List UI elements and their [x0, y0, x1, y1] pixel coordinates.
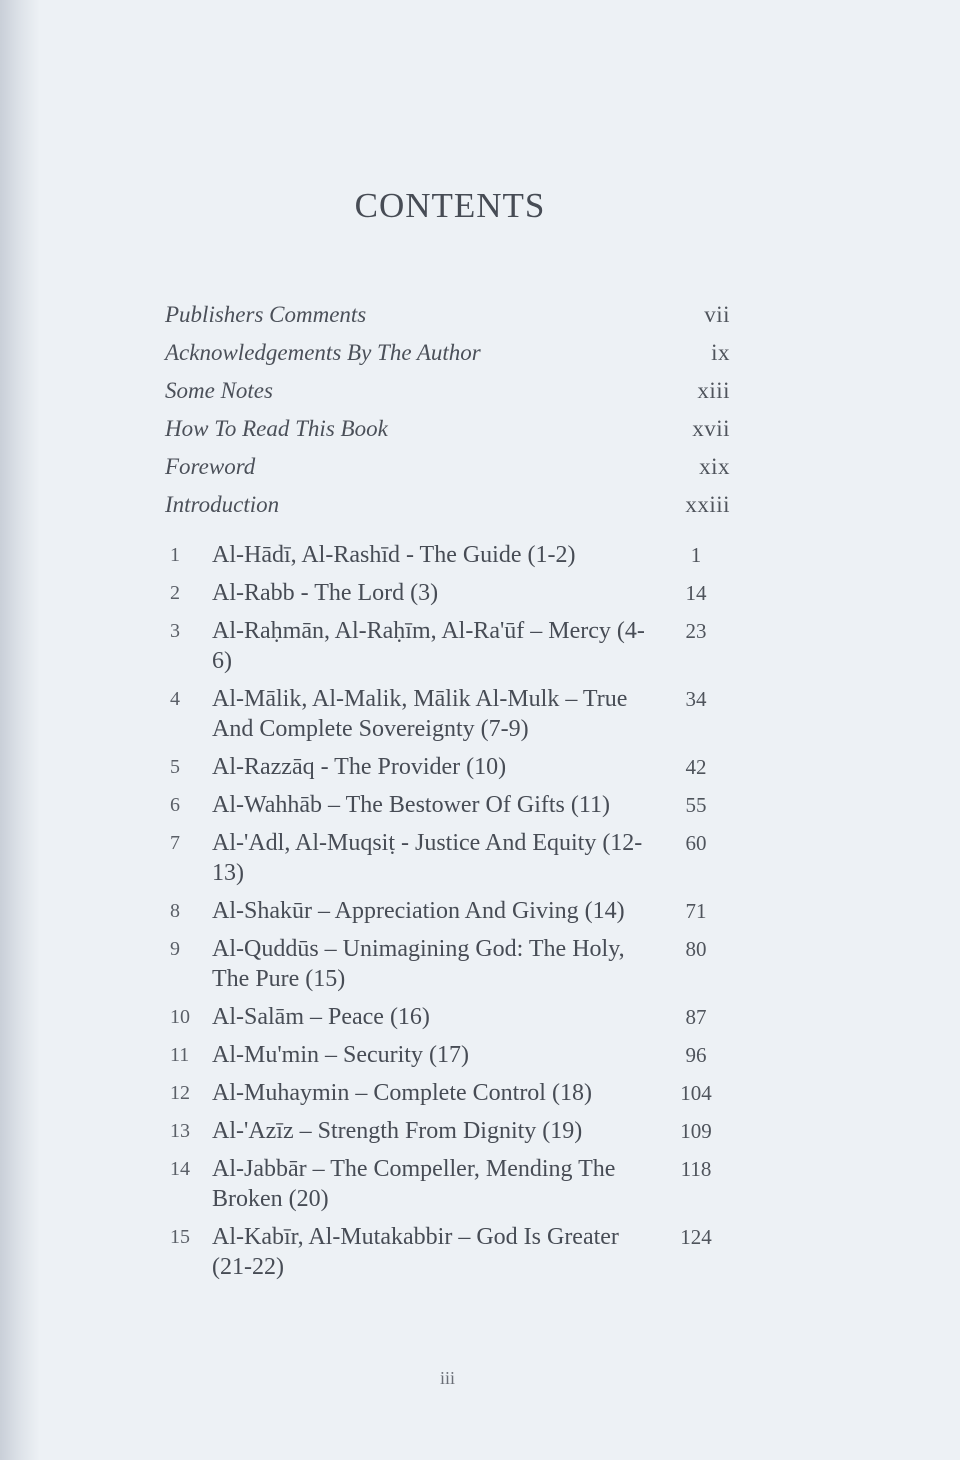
chapter-entry — [170, 896, 730, 926]
chapter-page: 14 — [685, 581, 707, 605]
chapter-title: Al-Shakūr – Appreciation And Giving (14) — [212, 898, 625, 924]
chapter-number: 8 — [170, 900, 180, 922]
chapter-page: 109 — [680, 1119, 712, 1143]
chapter-entry — [170, 752, 730, 782]
chapter-number: 1 — [170, 544, 180, 566]
chapter-title: Al-Hādī, Al-Rashīd - The Guide (1-2) — [212, 542, 576, 568]
chapter-entry — [170, 790, 730, 820]
chapter-entry — [170, 684, 730, 744]
chapter-page: 1 — [690, 543, 702, 567]
page-title: CONTENTS — [354, 186, 546, 225]
chapter-entry — [170, 1154, 730, 1214]
chapter-entry — [170, 616, 730, 676]
toc-entry — [165, 296, 730, 334]
toc-entry-title: Acknowledgements By The Author — [165, 340, 481, 365]
chapter-number: 3 — [170, 620, 180, 642]
toc-entry-title: Introduction — [165, 492, 280, 517]
chapter-entry — [170, 828, 730, 888]
chapter-page: 124 — [680, 1225, 712, 1249]
chapter-title: Al-Mu'min – Security (17) — [212, 1042, 469, 1068]
chapter-title: Al-'Adl, Al-Muqsiṭ - Justice And Equity (12-13) — [212, 830, 643, 886]
chapter-page: 60 — [685, 831, 707, 855]
chapter-number: 7 — [170, 832, 180, 854]
toc-entry-page: vii — [704, 302, 730, 327]
chapter-title: Al-Muhaymin – Complete Control (18) — [212, 1080, 592, 1106]
chapter-entry — [170, 1116, 730, 1146]
chapter-entry — [170, 1002, 730, 1032]
chapter-number: 13 — [170, 1120, 190, 1142]
toc-entry-page: xvii — [692, 416, 730, 441]
chapter-entry — [170, 1078, 730, 1108]
chapter-title: Al-Salām – Peace (16) — [212, 1004, 430, 1030]
chapter-title: Al-Mālik, Al-Malik, Mālik Al-Mulk – True And Complete Sovereignty (7-9) — [212, 686, 628, 742]
chapter-page: 118 — [680, 1157, 712, 1181]
chapter-page: 96 — [685, 1043, 707, 1067]
chapter-page: 23 — [685, 619, 707, 643]
chapter-entry — [170, 1040, 730, 1070]
toc-entry-page: xxiii — [685, 492, 730, 517]
chapter-number: 2 — [170, 582, 180, 604]
toc-entry — [165, 372, 730, 410]
chapter-list — [170, 540, 730, 1290]
chapter-entry — [170, 578, 730, 608]
toc-entry-title: Publishers Comments — [165, 302, 367, 327]
toc-entry-page: ix — [711, 340, 730, 365]
chapter-number: 6 — [170, 794, 180, 816]
toc-entry-title: Foreword — [165, 454, 256, 479]
page-number: iii — [439, 1368, 455, 1388]
chapter-number: 5 — [170, 756, 180, 778]
toc-entry — [165, 410, 730, 448]
chapter-title: Al-Kabīr, Al-Mutakabbir – God Is Greater (21-22) — [212, 1224, 619, 1280]
chapter-entry — [170, 1222, 730, 1282]
toc-entry-page: xix — [699, 454, 730, 479]
chapter-title: Al-Jabbār – The Compeller, Mending The Broken (20) — [212, 1156, 616, 1212]
chapter-page: 80 — [685, 937, 707, 961]
chapter-number: 12 — [170, 1082, 190, 1104]
chapter-page: 42 — [685, 755, 707, 779]
chapter-number: 4 — [170, 688, 180, 710]
chapter-title: Al-Raḥmān, Al-Raḥīm, Al-Ra'ūf – Mercy (4-6) — [212, 618, 645, 674]
chapter-page: 87 — [685, 1005, 707, 1029]
chapter-entry — [170, 934, 730, 994]
toc-entry — [165, 486, 730, 524]
chapter-number: 14 — [170, 1158, 190, 1180]
chapter-title: Al-Razzāq - The Provider (10) — [212, 754, 507, 780]
toc-entry-title: How To Read This Book — [165, 416, 388, 441]
chapter-page: 71 — [685, 899, 707, 923]
chapter-number: 10 — [170, 1006, 190, 1028]
front-matter-list — [165, 296, 730, 524]
chapter-page: 34 — [685, 687, 707, 711]
toc-entry-page: xiii — [697, 378, 730, 403]
toc-entry — [165, 448, 730, 486]
chapter-page: 104 — [680, 1081, 712, 1105]
chapter-title: Al-'Azīz – Strength From Dignity (19) — [212, 1118, 583, 1144]
chapter-number: 15 — [170, 1226, 190, 1248]
toc-entry-title: Some Notes — [165, 378, 273, 403]
chapter-number: 9 — [170, 938, 180, 960]
chapter-title: Al-Rabb - The Lord (3) — [212, 580, 439, 606]
chapter-entry — [170, 540, 730, 570]
chapter-title: Al-Wahhāb – The Bestower Of Gifts (11) — [212, 792, 610, 818]
chapter-page: 55 — [685, 793, 707, 817]
chapter-number: 11 — [170, 1044, 190, 1066]
toc-entry — [165, 334, 730, 372]
chapter-title: Al-Quddūs – Unimagining God: The Holy, The Pure (15) — [212, 936, 625, 992]
